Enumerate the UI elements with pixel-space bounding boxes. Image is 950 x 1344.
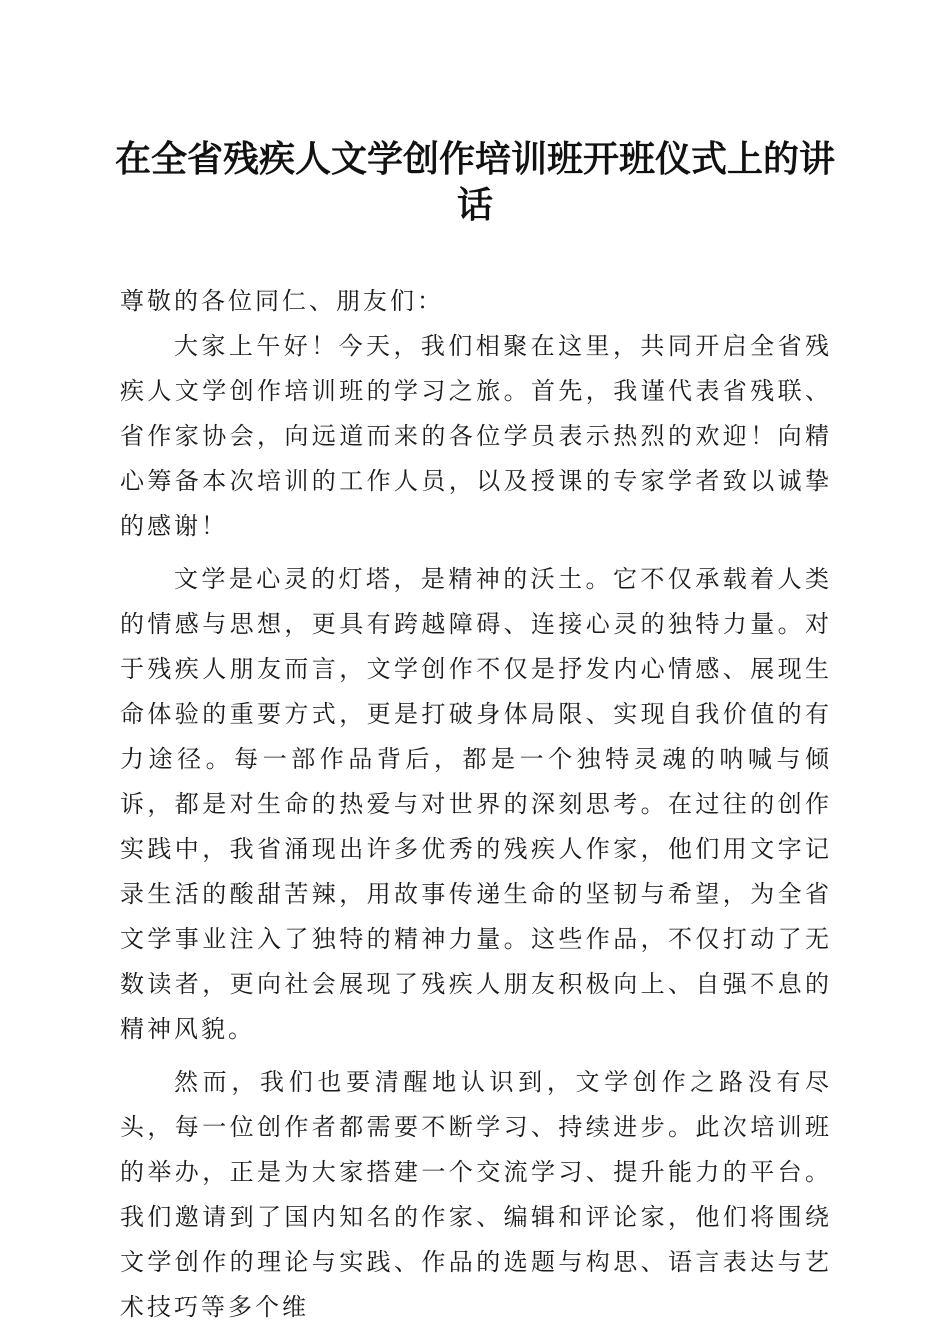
document-title: 在全省残疾人文学创作培训班开班仪式上的讲话 <box>114 138 835 226</box>
paragraph-literature-value: 文学是心灵的灯塔，是精神的沃土。它不仅承载着人类的情感与思想，更具有跨越障碍、连接心灵的独特力量。对于残疾人朋友而言，文学创作不仅是抒发内心情感、展现生命体验的重要方式，更是打破身体局限、实现自我价值的有力途径。每一部作品背后，都是一个独特灵魂的呐喊与倾诉，都是对生命的热爱与对世界的深刻思考。在过往的创作实践中，我省涌现出许多优秀的残疾人作家，他们用文字记录生活的酸甜苦辣，用故事传递生命的坚韧与希望，为全省文学事业注入了独特的精神力量。这些作品，不仅打动了无数读者，更向社会展现了残疾人朋友积极向上、自强不息的精神风貌。 <box>120 565 832 1043</box>
paragraph-training-purpose: 然而，我们也要清醒地认识到，文学创作之路没有尽头，每一位创作者都需要不断学习、持续进步。此次培训班的举办，正是为大家搭建一个交流学习、提升能力的平台。我们邀请到了国内知名的作家、编辑和评论家，他们将围绕文学创作的理论与实践、作品的选题与构思、语言表达与艺术技巧等多个维 <box>120 1068 832 1321</box>
salutation: 尊敬的各位同仁、朋友们： <box>120 287 444 315</box>
document-body <box>120 279 832 1338</box>
paragraph-welcome: 大家上午好！今天，我们相聚在这里，共同开启全省残疾人文学创作培训班的学习之旅。首先，我谨代表省残联、省作家协会，向远道而来的各位学员表示热烈的欢迎！向精心筹备本次培训的工作人员，以及授课的专家学者致以诚挚的感谢！ <box>120 332 832 540</box>
